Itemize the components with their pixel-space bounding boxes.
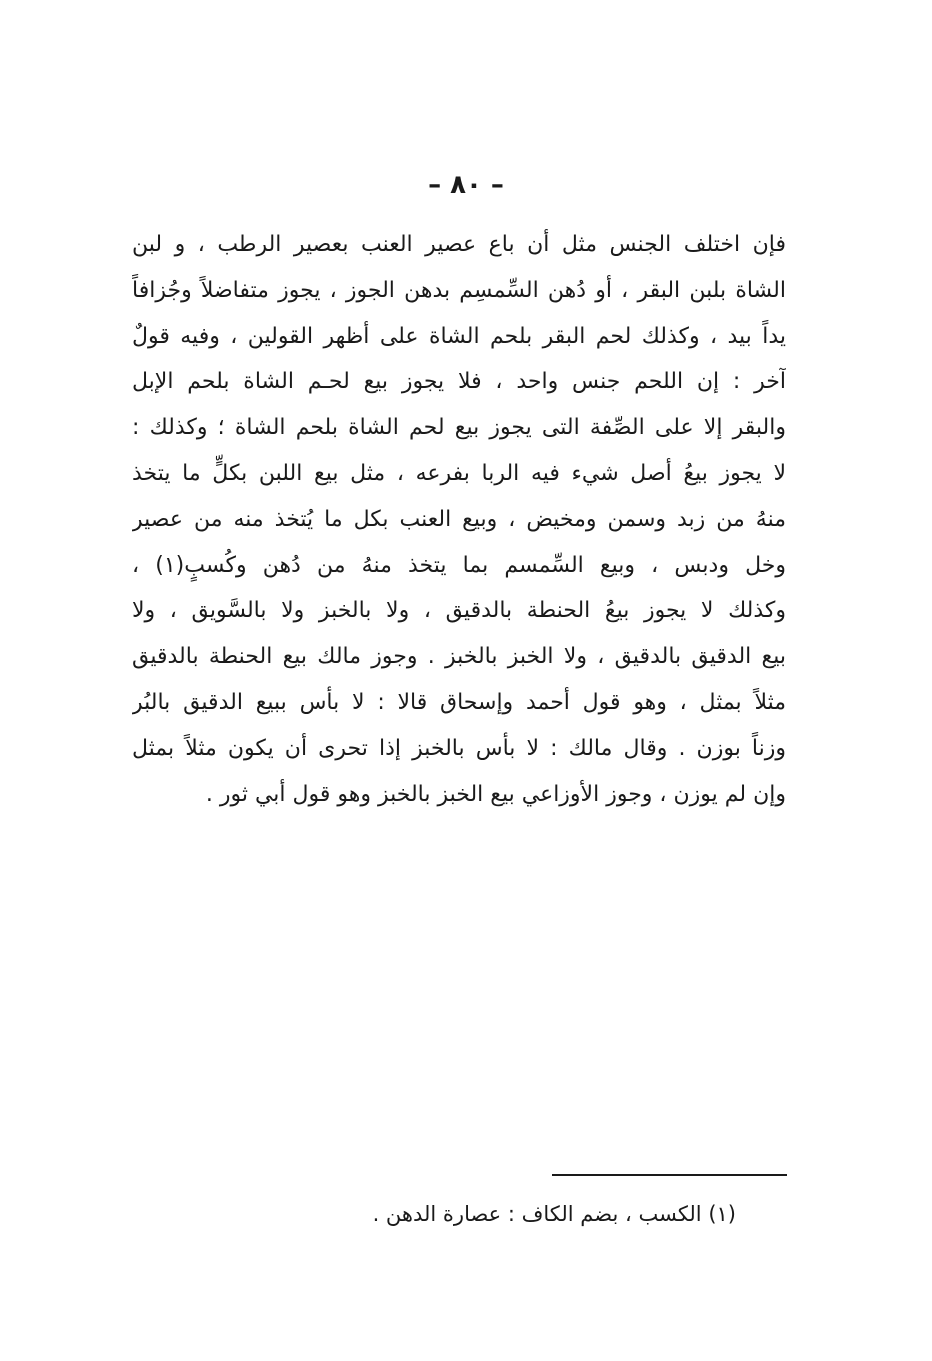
body-line: وخل ودبس ، وبيع السِّمسم بما يتخذ منهُ من دُهن وكُسبٍ(١) ، xyxy=(132,552,786,578)
body-line: بيع الدقيق بالدقيق ، ولا الخبز بالخبز . وجوز مالك بيع الحنطة بالدقيق xyxy=(132,644,786,670)
body-line: آخر : إن اللحم جنس واحد ، فلا يجوز بيع لحـم الشاة بلحم الإبل xyxy=(132,369,786,395)
body-line: منهُ من زبد وسمن ومخيض ، وبيع العنب بكل ما يُتخذ منه من عصير xyxy=(132,506,786,532)
page-number: – ٨٠ – xyxy=(428,170,504,200)
body-line: وزناً بوزن . وقال مالك : لا بأس بالخبز إذا تحرى أن يكون مثلاً بمثل xyxy=(132,735,786,761)
body-line: يداً بيد ، وكذلك لحم البقر بلحم الشاة على أظهر القولين ، وفيه قولٌ xyxy=(132,323,786,349)
body-line: الشاة بلبن البقر ، أو دُهن السِّمسِم بدهن الجوز ، يجوز متفاضلاً وجُزافاً xyxy=(132,277,786,303)
body-line: وإن لم يوزن ، وجوز الأوزاعي بيع الخبز بالخبز وهو قول أبي ثور . xyxy=(205,781,786,807)
body-line: فإن اختلف الجنس مثل أن باع عصير العنب بعصير الرطب ، و لبن xyxy=(132,232,786,257)
body-line: مثلاً بمثل ، وهو قول أحمد وإسحاق قالا : لا بأس ببيع الدقيق بالبُر xyxy=(132,689,786,715)
body-line: والبقر إلا على الصِّفة التى يجوز بيع لحم الشاة بلحم الشاة ؛ وكذلك : xyxy=(132,415,786,441)
footnote-divider xyxy=(552,1174,787,1176)
body-text xyxy=(132,222,786,817)
body-line: لا يجوز بيعُ أصل شيء فيه الربا بفرعه ، مثل بيع اللبن بكلٍّ ما يتخذ xyxy=(132,460,786,486)
footnote: (١) الكسب ، بضم الكاف : عصارة الدهن . xyxy=(372,1202,736,1226)
body-line: وكذلك لا يجوز بيعُ الحنطة بالدقيق ، ولا بالخبز ولا بالسَّويق ، ولا xyxy=(132,598,786,624)
